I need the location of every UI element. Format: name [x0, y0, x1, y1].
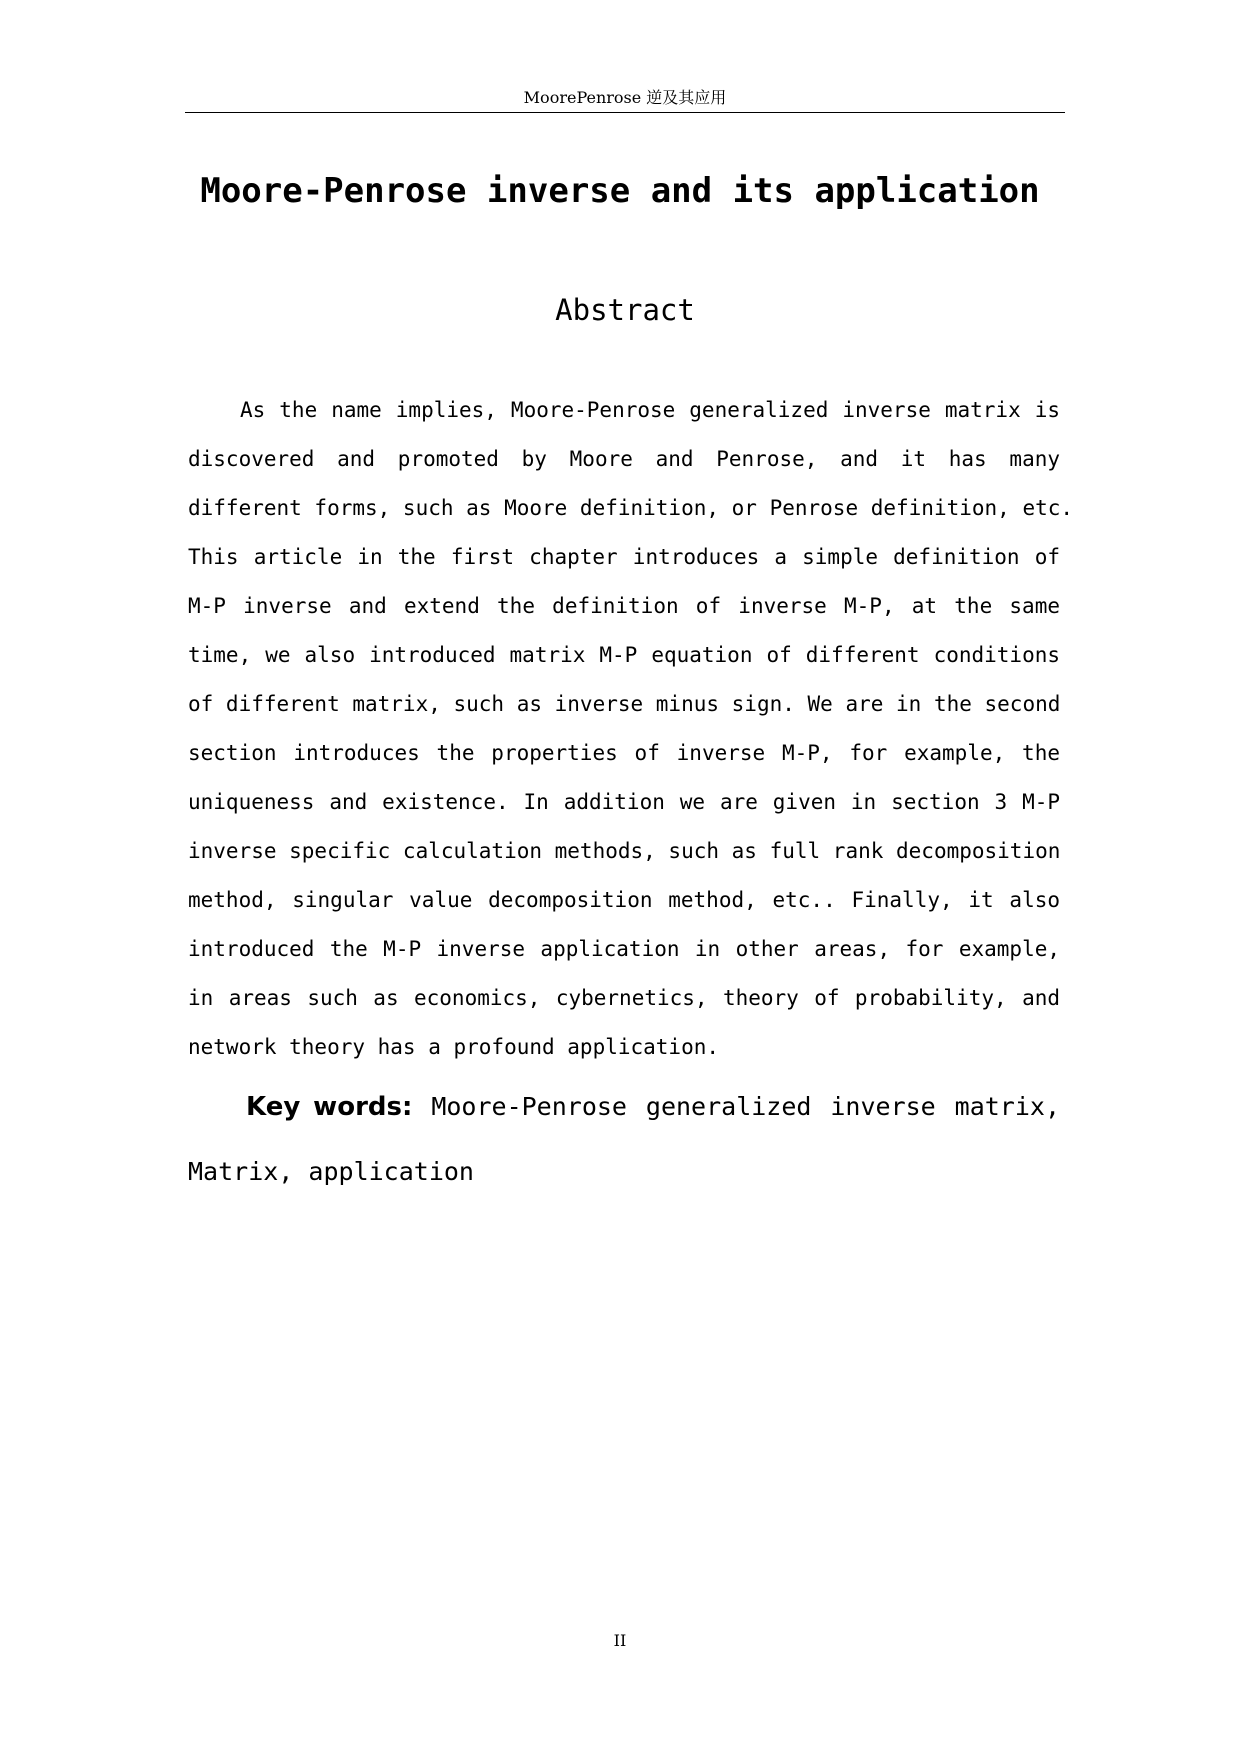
running-header: MoorePenrose 逆及其应用 [523, 88, 727, 107]
keywords-line [188, 1074, 1060, 1139]
keywords-text: Moore-Penrose generalized inverse matrix, [431, 1092, 1061, 1121]
abstract-line: inverse specific calculation methods, such as full rank decomposition [188, 839, 1061, 863]
abstract-line: method, singular value decomposition method, etc.. Finally, it also [188, 888, 1060, 912]
abstract-line: M-P inverse and extend the definition of inverse M-P, at the same [188, 594, 1060, 618]
abstract-line: network theory has a profound application. [188, 1035, 720, 1059]
keywords-line: Matrix, application [188, 1157, 474, 1186]
abstract-heading: Abstract [555, 293, 695, 327]
abstract-line: introduced the M-P inverse application in other areas, for example, [188, 937, 1060, 961]
keywords-section [188, 1074, 1060, 1204]
abstract-line: uniqueness and existence. In addition we are given in section 3 M-P [188, 790, 1060, 814]
abstract-line: in areas such as economics, cybernetics, theory of probability, and [188, 986, 1060, 1010]
abstract-line: This article in the first chapter introduces a simple definition of [188, 545, 1060, 569]
abstract-body [188, 386, 1074, 1072]
keywords-label: Key words: [246, 1092, 413, 1122]
header-rule [185, 112, 1065, 113]
abstract-line: time, we also introduced matrix M-P equation of different conditions [188, 643, 1060, 667]
abstract-line: section introduces the properties of inverse M-P, for example, the [188, 741, 1060, 765]
abstract-line: of different matrix, such as inverse minus sign. We are in the second [188, 692, 1061, 716]
abstract-line: As the name implies, Moore-Penrose generalized inverse matrix is [240, 398, 1060, 422]
paper-title: Moore-Penrose inverse and its application [200, 171, 1040, 211]
abstract-line: discovered and promoted by Moore and Penrose, and it has many [188, 447, 1060, 471]
page-number: II [613, 1631, 627, 1650]
abstract-line: different forms, such as Moore definition, or Penrose definition, etc. [188, 496, 1074, 520]
